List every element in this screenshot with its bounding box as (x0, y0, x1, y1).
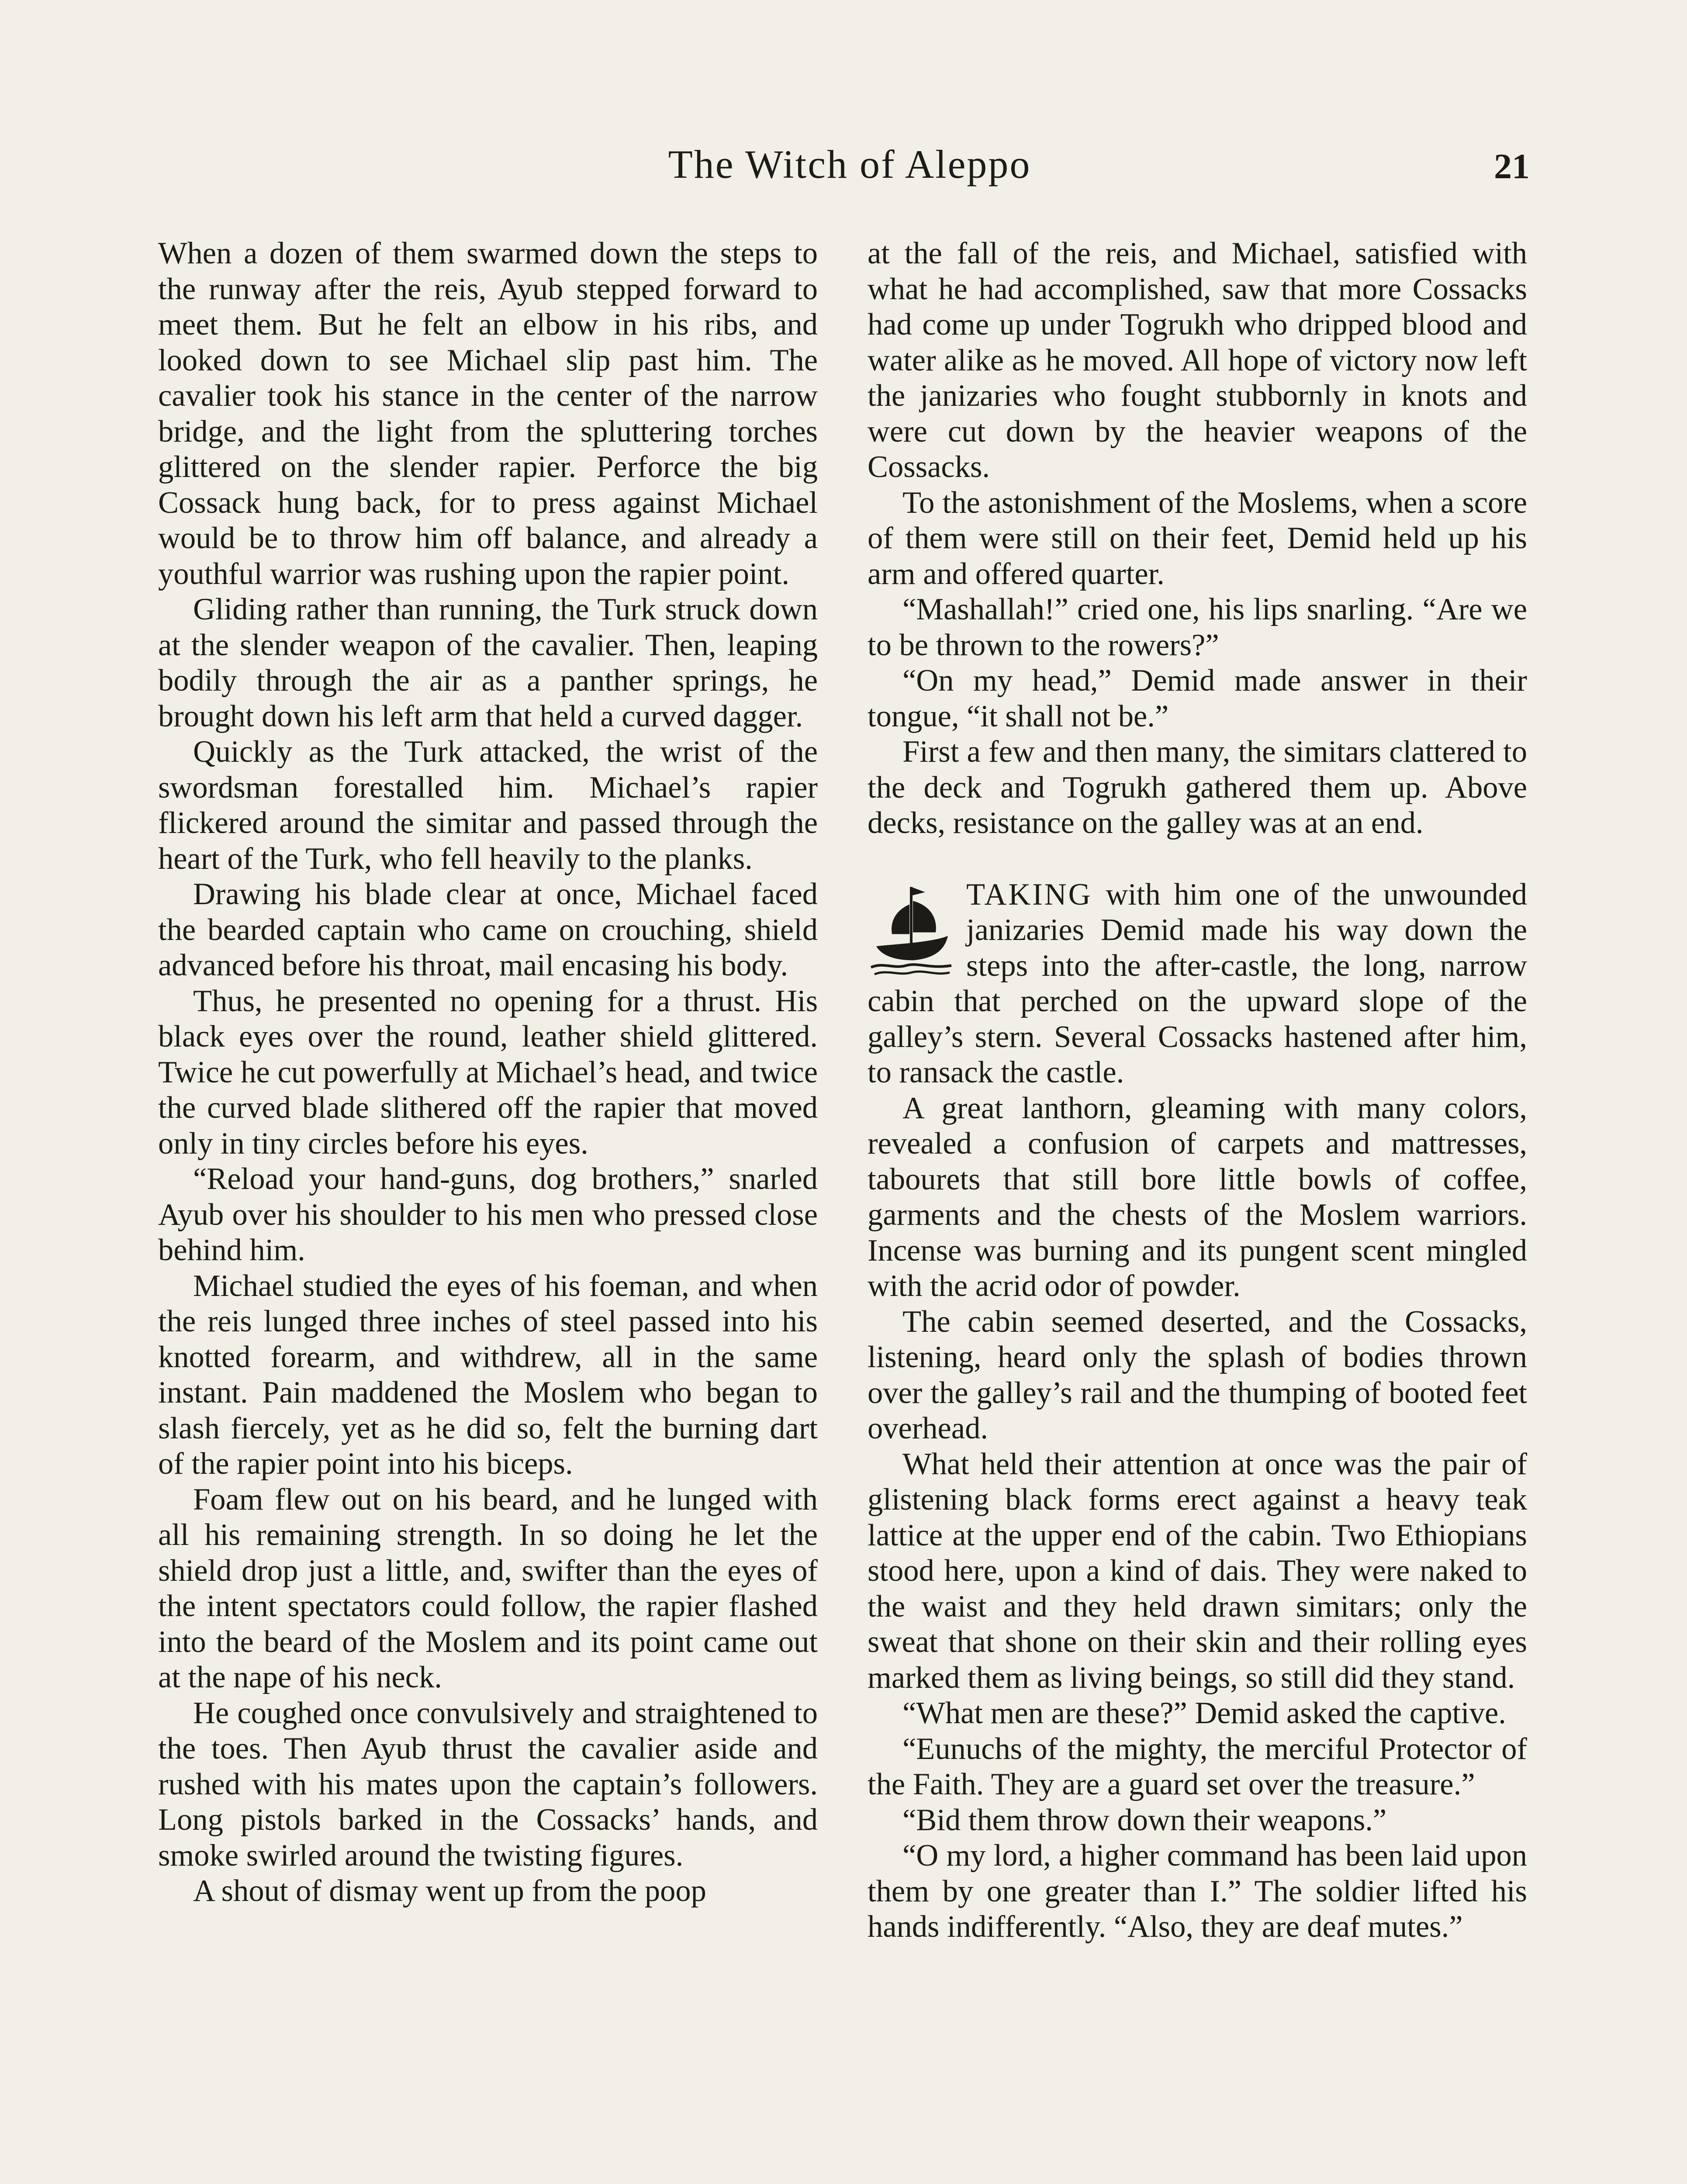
page-number: 21 (1494, 146, 1530, 186)
paragraph: He coughed once convulsively and straightened to the toes. Then Ayub thrust the cavalier aside and rushed with his mates upon the captain’s followers. Long pistols barked in the Cossacks’ hands, and smoke swirled around the twisting figures. (158, 1696, 818, 1873)
paragraph: “Mashallah!” cried one, his lips snarling. “Are we to be thrown to the rowers?” (868, 592, 1527, 662)
paragraph-text: with him one of the unwounded janizaries Demid made his way down the steps into the after-castle, the long, narrow cabin that perched on the upward slope of the galley’s stern. Several Cossacks hastened after him, to ransack the castle. (868, 877, 1527, 1089)
ship-ornament-icon (868, 881, 955, 980)
paragraph: “What men are these?” Demid asked the captive. (902, 1696, 1506, 1730)
lead-word: TAKING (966, 877, 1092, 912)
section-break (868, 841, 1527, 877)
paragraph: Gliding rather than running, the Turk struck down at the slender weapon of the cavalier. Then, leaping bodily through the air as a panther springs, he brought down his left arm that held a curved dagger. (158, 592, 818, 733)
paragraph: “Eunuchs of the mighty, the merciful Protector of the Faith. They are a guard set over the treasure.” (868, 1731, 1527, 1801)
paragraph: “O my lord, a higher command has been laid upon them by one greater than I.” The soldier lifted his hands indifferently. “Also, they are deaf mutes.” (868, 1838, 1527, 1944)
running-title: The Witch of Aleppo (668, 142, 1031, 187)
paragraph: “Bid them throw down their weapons.” (902, 1803, 1387, 1837)
paragraph: Michael studied the eyes of his foeman, and when the reis lunged three inches of steel passed into his knotted forearm, and withdrew, all in the same instant. Pain maddened the Moslem who began to slash fiercely, yet as he did so, felt the burning dart of the rapier point into his biceps. (158, 1268, 818, 1481)
left-column (158, 236, 818, 1909)
paragraph: Quickly as the Turk attacked, the wrist of the swordsman forestalled him. Michael’s rapier flickered around the simitar and passed through the heart of the Turk, who fell heavily to the planks. (158, 735, 818, 876)
paragraph: What held their attention at once was the pair of glistening black forms erect against a heavy teak lattice at the upper end of the cabin. Two Ethiopians stood here, upon a kind of dais. They were naked to the waist and they held drawn simitars; only the sweat that shone on their skin and their rolling eyes marked them as living beings, so still did they stand. (868, 1447, 1527, 1695)
section-opening-paragraph (868, 877, 1527, 1091)
right-column (868, 236, 1527, 1945)
paragraph: Thus, he presented no opening for a thrust. His black eyes over the round, leather shield glittered. Twice he cut powerfully at Michael’s head, and twice the curved blade slithered off the rapier that moved only in tiny circles before his eyes. (158, 984, 818, 1161)
paragraph: To the astonishment of the Moslems, when a score of them were still on their feet, Demid held up his arm and offered quarter. (868, 485, 1527, 591)
paragraph: A great lanthorn, gleaming with many colors, revealed a confusion of carpets and mattresses, tabourets that still bore little bowls of coffee, garments and the chests of the Moslem warriors. Incense was burning and its pungent scent mingled with the acrid odor of powder. (868, 1091, 1527, 1303)
paragraph: at the fall of the reis, and Michael, satisfied with what he had accomplished, saw that more Cossacks had come up under Togrukh who dripped blood and water alike as he moved. All hope of victory now left the janizaries who fought stubbornly in knots and were cut down by the heavier weapons of the Cossacks. (868, 236, 1527, 484)
paragraph: “On my head,” Demid made answer in their tongue, “it shall not be.” (868, 663, 1527, 733)
paragraph: First a few and then many, the simitars clattered to the deck and Togrukh gathered them up. Above decks, resistance on the galley was at an end. (868, 735, 1527, 840)
paragraph: A shout of dismay went up from the poop (193, 1874, 706, 1908)
paragraph: When a dozen of them swarmed down the steps to the runway after the reis, Ayub stepped forward to meet them. But he felt an elbow in his ribs, and looked down to see Michael slip past him. The cavalier took his stance in the center of the narrow bridge, and the light from the spluttering torches glittered on the slender rapier. Perforce the big Cossack hung back, for to press against Michael would be to throw him off balance, and already a youthful warrior was rushing upon the rapier point. (158, 236, 818, 591)
paragraph: Drawing his blade clear at once, Michael faced the bearded captain who came on crouching, shield advanced before his throat, mail encasing his body. (158, 877, 818, 982)
paragraph: “Reload your hand-guns, dog brothers,” snarled Ayub over his shoulder to his men who pressed close behind him. (158, 1162, 818, 1267)
paragraph: The cabin seemed deserted, and the Cossacks, listening, heard only the splash of bodies thrown over the galley’s rail and the thumping of booted feet overhead. (868, 1304, 1527, 1445)
paragraph: Foam flew out on his beard, and he lunged with all his remaining strength. In so doing he let the shield drop just a little, and, swifter than the eyes of the intent spectators could follow, the rapier flashed into the beard of the Moslem and its point came out at the nape of his neck. (158, 1482, 818, 1694)
